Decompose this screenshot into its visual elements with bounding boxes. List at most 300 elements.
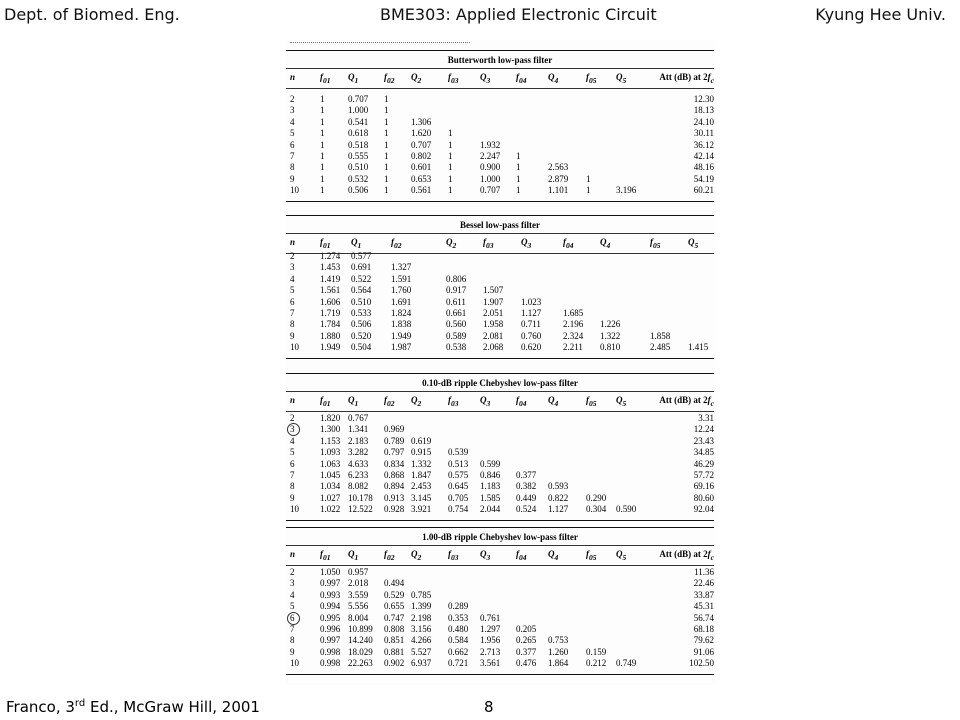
table-cell: 0.529 — [384, 589, 405, 600]
table-cell: 0.996 — [320, 624, 341, 634]
table-cell: 2.183 — [348, 435, 369, 446]
table-cell: 1 — [320, 139, 325, 150]
table-cell: 0.645 — [448, 481, 469, 492]
table-cell: 4 — [290, 435, 295, 446]
table-cell: 36.12 — [693, 139, 714, 150]
table-cell: 4.633 — [348, 458, 369, 469]
table-cell: 0.561 — [411, 185, 432, 196]
table-cell: 2.044 — [480, 504, 501, 515]
table-cell: 2.879 — [548, 173, 569, 184]
table-cell: 0.584 — [448, 635, 469, 646]
table-cell: 1 — [586, 173, 591, 184]
table-cell: 8.082 — [348, 481, 369, 492]
table-cell: 2.453 — [411, 481, 432, 492]
table-cell: 1 — [320, 185, 325, 196]
table-cell: 2 — [290, 413, 295, 423]
table-cell: 2.068 — [483, 342, 504, 353]
table-cell: 1.949 — [391, 330, 412, 341]
table-cell: 1.332 — [411, 458, 432, 469]
column-header: $Q_4$ — [600, 237, 611, 250]
table-cell: 1 — [448, 139, 453, 150]
handwritten-circle-mark — [287, 423, 300, 436]
table-cell: 0.998 — [320, 646, 341, 657]
table-cell: 0.533 — [351, 308, 372, 318]
column-header: $Q_2$ — [411, 549, 422, 562]
table-cell: 2.051 — [483, 308, 504, 318]
table-title: Bessel low-pass filter — [460, 220, 540, 230]
table-title: 1.00-dB ripple Chebyshev low-pass filter — [422, 532, 578, 542]
table-cell: 0.655 — [384, 601, 405, 612]
table-cell: 45.31 — [693, 601, 714, 612]
table-cell: 3.282 — [348, 447, 369, 458]
page-number: 8 — [484, 698, 494, 716]
table-cell: 1 — [320, 94, 325, 104]
table-cell: 2.324 — [563, 330, 584, 341]
table-cell: 48.16 — [693, 162, 714, 173]
column-header: $Q_3$ — [480, 395, 491, 408]
table-cell: 0.691 — [351, 262, 372, 273]
footer-source: Franco, 3rd Ed., McGraw Hill, 2001 — [6, 698, 260, 716]
column-header: $Q_2$ — [411, 72, 422, 85]
table-cell: 1 — [516, 151, 521, 161]
table-cell: 4 — [290, 273, 295, 284]
table-cell: 0.382 — [516, 481, 537, 492]
table-cell: 1 — [384, 116, 389, 127]
table-cell: 1.153 — [320, 435, 341, 446]
table-cell: 0.449 — [516, 492, 537, 503]
table-cell: 0.620 — [521, 342, 542, 353]
table-cell: 0.902 — [384, 658, 405, 669]
header-rule — [286, 411, 714, 412]
table-cell: 0.590 — [616, 504, 637, 515]
table-cell: 3.561 — [480, 658, 501, 669]
table-cell: 1.183 — [480, 481, 501, 492]
table-cell: 6 — [290, 139, 295, 150]
table-cell: 1 — [516, 173, 521, 184]
column-header: $f_{05}$ — [586, 72, 597, 85]
table-cell: 0.913 — [384, 492, 405, 503]
table-cell: 0.159 — [586, 646, 607, 657]
table-cell: 0.541 — [348, 116, 369, 127]
table-cell: 1.932 — [480, 139, 501, 150]
column-header: $f_{05}$ — [586, 549, 597, 562]
table-cell: 1 — [384, 185, 389, 196]
table-cell: 1.399 — [411, 601, 432, 612]
title-rule — [286, 391, 714, 392]
table-cell: 0.957 — [348, 567, 369, 577]
table-cell: 0.997 — [320, 635, 341, 646]
column-header: n — [290, 237, 296, 247]
table-cell: 0.721 — [448, 658, 469, 669]
column-header: $Q_2$ — [411, 395, 422, 408]
table-cell: 1.784 — [320, 319, 341, 330]
table-cell: 0.868 — [384, 470, 405, 480]
table-cell: 1.297 — [480, 624, 501, 634]
table-cell: 10.899 — [348, 624, 373, 634]
title-rule — [286, 68, 714, 69]
table-cell: 1 — [320, 105, 325, 116]
table-cell: 60.21 — [693, 185, 714, 196]
table-cell: 5 — [290, 447, 295, 458]
table-cell: 1 — [586, 185, 591, 196]
table-cell: 2 — [290, 251, 295, 261]
table-cell: 6.937 — [411, 658, 432, 669]
column-header: $f_{01}$ — [320, 549, 331, 562]
column-header: $Q_4$ — [548, 395, 559, 408]
table-cell: 2.018 — [348, 578, 369, 589]
table-cell: 0.760 — [521, 330, 542, 341]
table-cell: 0.753 — [548, 635, 569, 646]
table-cell: 0.997 — [320, 578, 341, 589]
table-cell: 46.29 — [693, 458, 714, 469]
column-header: $Q_1$ — [348, 395, 359, 408]
table-cell: 1.034 — [320, 481, 341, 492]
table-bottom-rule — [286, 201, 714, 202]
scanned-filter-table-page — [286, 40, 716, 685]
table-cell: 3.559 — [348, 589, 369, 600]
table-cell: 0.513 — [448, 458, 469, 469]
table-cell: 0.611 — [446, 296, 466, 307]
header-dept: Dept. of Biomed. Eng. — [4, 5, 180, 24]
table-cell: 0.851 — [384, 635, 405, 646]
table-cell: 10 — [290, 342, 299, 353]
column-header: n — [290, 72, 296, 82]
column-header: $Q_2$ — [446, 237, 457, 250]
table-cell: 3.921 — [411, 504, 432, 515]
table-cell: 0.593 — [548, 481, 569, 492]
table-cell: 6 — [290, 458, 295, 469]
column-header: $Q_5$ — [688, 237, 699, 250]
table-cell: 1 — [320, 162, 325, 173]
table-cell: 8 — [290, 481, 295, 492]
table-cell: 9 — [290, 492, 295, 503]
table-cell: 1.341 — [348, 424, 369, 435]
table-cell: 1.415 — [688, 342, 709, 353]
table-cell: 0.705 — [448, 492, 469, 503]
table-cell: 1 — [384, 151, 389, 161]
table-cell: 1.000 — [348, 105, 369, 116]
table-cell: 92.04 — [693, 504, 714, 515]
table-title: Butterworth low-pass filter — [447, 55, 553, 65]
table-cell: 1.022 — [320, 504, 341, 515]
table-cell: 7 — [290, 470, 295, 480]
column-header: $f_{05}$ — [650, 237, 661, 250]
table-cell: 1.561 — [320, 285, 341, 296]
table-cell: 0.304 — [586, 504, 607, 515]
table-cell: 0.928 — [384, 504, 405, 515]
table-cell: 0.806 — [446, 273, 467, 284]
table-cell: 2 — [290, 94, 295, 104]
table-cell: 1.691 — [391, 296, 412, 307]
table-cell: 0.915 — [411, 447, 432, 458]
table-cell: 0.619 — [411, 435, 432, 446]
table-cell: 1.226 — [600, 319, 621, 330]
table-cell: 1.300 — [320, 424, 341, 435]
table-cell: 0.900 — [480, 162, 501, 173]
table-cell: 54.19 — [693, 173, 714, 184]
table-cell: 10 — [290, 185, 299, 196]
table-cell: 0.761 — [480, 612, 501, 623]
table-cell: 5 — [290, 601, 295, 612]
table-cell: 1.585 — [480, 492, 501, 503]
table-cell: 3.196 — [616, 185, 637, 196]
table-cell: 33.87 — [693, 589, 714, 600]
table-title: 0.10-dB ripple Chebyshev low-pass filter — [422, 378, 578, 388]
column-header: $f_{01}$ — [320, 237, 331, 250]
table-cell: 1 — [384, 139, 389, 150]
table-cell: 0.802 — [411, 151, 432, 161]
column-header: $f_{03}$ — [483, 237, 494, 250]
table-cell: 0.555 — [348, 151, 369, 161]
table-cell: 1.306 — [411, 116, 432, 127]
column-header-attenuation: Att (dB) at $2f_c$ — [659, 549, 714, 562]
column-header: $f_{03}$ — [448, 395, 459, 408]
table-cell: 7 — [290, 151, 295, 161]
column-header: $Q_1$ — [348, 549, 359, 562]
table-cell: 4 — [290, 589, 295, 600]
table-cell: 6 — [290, 612, 295, 623]
table-cell: 0.707 — [411, 139, 432, 150]
table-cell: 0.353 — [448, 612, 469, 623]
table-cell: 3 — [290, 578, 295, 589]
column-header-attenuation: Att (dB) at $2f_c$ — [659, 395, 714, 408]
table-cell: 12.30 — [693, 94, 714, 104]
table-cell: 0.767 — [348, 413, 369, 423]
table-cell: 1 — [320, 128, 325, 139]
table-cell: 1.591 — [391, 273, 412, 284]
table-cell: 0.377 — [516, 646, 537, 657]
table-cell: 8 — [290, 162, 295, 173]
table-cell: 34.85 — [693, 447, 714, 458]
table-cell: 0.711 — [521, 319, 541, 330]
table-cell: 0.476 — [516, 658, 537, 669]
table-cell: 2 — [290, 567, 295, 577]
table-cell: 1.620 — [411, 128, 432, 139]
table-cell: 1 — [384, 173, 389, 184]
table-cell: 0.653 — [411, 173, 432, 184]
table-cell: 0.993 — [320, 589, 341, 600]
table-cell: 10.178 — [348, 492, 373, 503]
table-cell: 0.510 — [348, 162, 369, 173]
column-header: $Q_1$ — [348, 72, 359, 85]
table-cell: 1.820 — [320, 413, 341, 423]
table-cell: 0.969 — [384, 424, 405, 435]
table-cell: 0.265 — [516, 635, 537, 646]
table-cell: 23.43 — [693, 435, 714, 446]
table-cell: 1.023 — [521, 296, 542, 307]
table-bottom-rule — [286, 358, 714, 359]
table-cell: 0.377 — [516, 470, 537, 480]
table-cell: 0.834 — [384, 458, 405, 469]
table-cell: 1.949 — [320, 342, 341, 353]
table-cell: 9 — [290, 173, 295, 184]
table-cell: 1.864 — [548, 658, 569, 669]
column-header: $Q_1$ — [351, 237, 362, 250]
table-cell: 22.46 — [693, 578, 714, 589]
table-cell: 1.685 — [563, 308, 584, 318]
table-cell: 91.06 — [693, 646, 714, 657]
table-cell: 1 — [448, 151, 453, 161]
table-cell: 1 — [384, 105, 389, 116]
table-cell: 1.274 — [320, 251, 341, 261]
table-top-rule — [286, 373, 714, 374]
table-cell: 69.16 — [693, 481, 714, 492]
table-cell: 8 — [290, 635, 295, 646]
table-cell: 1.760 — [391, 285, 412, 296]
column-header: n — [290, 395, 296, 405]
table-cell: 1.063 — [320, 458, 341, 469]
table-cell: 14.240 — [348, 635, 373, 646]
table-cell: 0.785 — [411, 589, 432, 600]
column-header: $f_{04}$ — [516, 395, 527, 408]
table-cell: 1 — [448, 185, 453, 196]
table-cell: 0.754 — [448, 504, 469, 515]
table-cell: 11.36 — [694, 567, 714, 577]
table-cell: 1.858 — [650, 330, 671, 341]
column-header: $f_{01}$ — [320, 72, 331, 85]
table-cell: 0.539 — [448, 447, 469, 458]
column-header: $Q_3$ — [521, 237, 532, 250]
column-header: $f_{01}$ — [320, 395, 331, 408]
table-cell: 2.713 — [480, 646, 501, 657]
table-cell: 5.556 — [348, 601, 369, 612]
table-cell: 0.290 — [586, 492, 607, 503]
table-bottom-rule — [286, 520, 714, 521]
table-cell: 3.145 — [411, 492, 432, 503]
table-cell: 0.808 — [384, 624, 405, 634]
table-cell: 0.662 — [448, 646, 469, 657]
table-cell: 1.847 — [411, 470, 432, 480]
table-cell: 1 — [448, 128, 453, 139]
table-cell: 1 — [384, 128, 389, 139]
table-cell: 68.18 — [693, 624, 714, 634]
table-cell: 0.998 — [320, 658, 341, 669]
table-cell: 9 — [290, 646, 295, 657]
table-cell: 79.62 — [693, 635, 714, 646]
table-cell: 0.524 — [516, 504, 537, 515]
table-cell: 1 — [516, 162, 521, 173]
header-rule — [286, 88, 714, 89]
table-cell: 0.506 — [348, 185, 369, 196]
table-cell: 1.101 — [548, 185, 569, 196]
table-cell: 1.880 — [320, 330, 341, 341]
column-header: $f_{04}$ — [516, 72, 527, 85]
column-header: $f_{03}$ — [448, 72, 459, 85]
table-cell: 0.618 — [348, 128, 369, 139]
table-cell: 9 — [290, 330, 295, 341]
table-cell: 0.212 — [586, 658, 607, 669]
table-cell: 57.72 — [693, 470, 714, 480]
table-cell: 18.13 — [693, 105, 714, 116]
table-cell: 1 — [516, 185, 521, 196]
table-top-rule — [286, 527, 714, 528]
table-cell: 1 — [448, 162, 453, 173]
table-cell: 0.504 — [351, 342, 372, 353]
table-cell: 1 — [320, 151, 325, 161]
table-cell: 0.789 — [384, 435, 405, 446]
table-cell: 1.327 — [391, 262, 412, 273]
table-cell: 3 — [290, 105, 295, 116]
column-header-attenuation: Att (dB) at $2f_c$ — [659, 72, 714, 85]
table-top-rule — [286, 50, 714, 51]
table-cell: 1 — [320, 116, 325, 127]
table-cell: 18.029 — [348, 646, 373, 657]
column-header: $f_{02}$ — [384, 72, 395, 85]
table-cell: 0.494 — [384, 578, 405, 589]
column-header: $Q_5$ — [616, 549, 627, 562]
column-header: $f_{04}$ — [563, 237, 574, 250]
table-cell: 0.747 — [384, 612, 405, 623]
table-cell: 1.824 — [391, 308, 412, 318]
table-cell: 1.050 — [320, 567, 341, 577]
title-rule — [286, 233, 714, 234]
table-cell: 1.027 — [320, 492, 341, 503]
table-cell: 2.081 — [483, 330, 504, 341]
table-cell: 7 — [290, 624, 295, 634]
table-cell: 0.510 — [351, 296, 372, 307]
table-cell: 1.045 — [320, 470, 341, 480]
table-cell: 0.522 — [351, 273, 372, 284]
table-cell: 0.538 — [446, 342, 467, 353]
table-cell: 1 — [320, 173, 325, 184]
table-cell: 1.000 — [480, 173, 501, 184]
table-cell: 1.507 — [483, 285, 504, 296]
table-cell: 0.995 — [320, 612, 341, 623]
table-cell: 1.907 — [483, 296, 504, 307]
table-cell: 8 — [290, 319, 295, 330]
table-cell: 1.838 — [391, 319, 412, 330]
table-cell: 5.527 — [411, 646, 432, 657]
table-cell: 3.156 — [411, 624, 432, 634]
column-header: n — [290, 549, 296, 559]
table-cell: 1.322 — [600, 330, 621, 341]
table-cell: 0.994 — [320, 601, 341, 612]
table-cell: 0.520 — [351, 330, 372, 341]
table-cell: 8.004 — [348, 612, 369, 623]
table-cell: 5 — [290, 285, 295, 296]
table-cell: 0.532 — [348, 173, 369, 184]
header-rule — [286, 565, 714, 566]
column-header: $f_{02}$ — [384, 549, 395, 562]
table-cell: 0.797 — [384, 447, 405, 458]
column-header: $Q_5$ — [616, 72, 627, 85]
table-cell: 2.247 — [480, 151, 501, 161]
column-header: $Q_5$ — [616, 395, 627, 408]
table-cell: 2.196 — [563, 319, 584, 330]
table-cell: 1.453 — [320, 262, 341, 273]
table-cell: 1.958 — [483, 319, 504, 330]
table-cell: 0.518 — [348, 139, 369, 150]
table-cell: 102.50 — [689, 658, 714, 669]
column-header: $f_{02}$ — [391, 237, 402, 250]
table-cell: 1.093 — [320, 447, 341, 458]
handwritten-circle-mark — [287, 612, 300, 625]
table-cell: 0.599 — [480, 458, 501, 469]
table-cell: 0.589 — [446, 330, 467, 341]
table-cell: 7 — [290, 308, 295, 318]
table-cell: 42.14 — [693, 151, 714, 161]
table-cell: 12.522 — [348, 504, 373, 515]
table-cell: 0.707 — [480, 185, 501, 196]
table-cell: 1.719 — [320, 308, 341, 318]
table-cell: 0.289 — [448, 601, 469, 612]
table-cell: 0.917 — [446, 285, 467, 296]
column-header: $Q_4$ — [548, 72, 559, 85]
table-bottom-rule — [286, 674, 714, 675]
column-header: $f_{03}$ — [448, 549, 459, 562]
table-cell: 6.233 — [348, 470, 369, 480]
column-header: $Q_4$ — [548, 549, 559, 562]
